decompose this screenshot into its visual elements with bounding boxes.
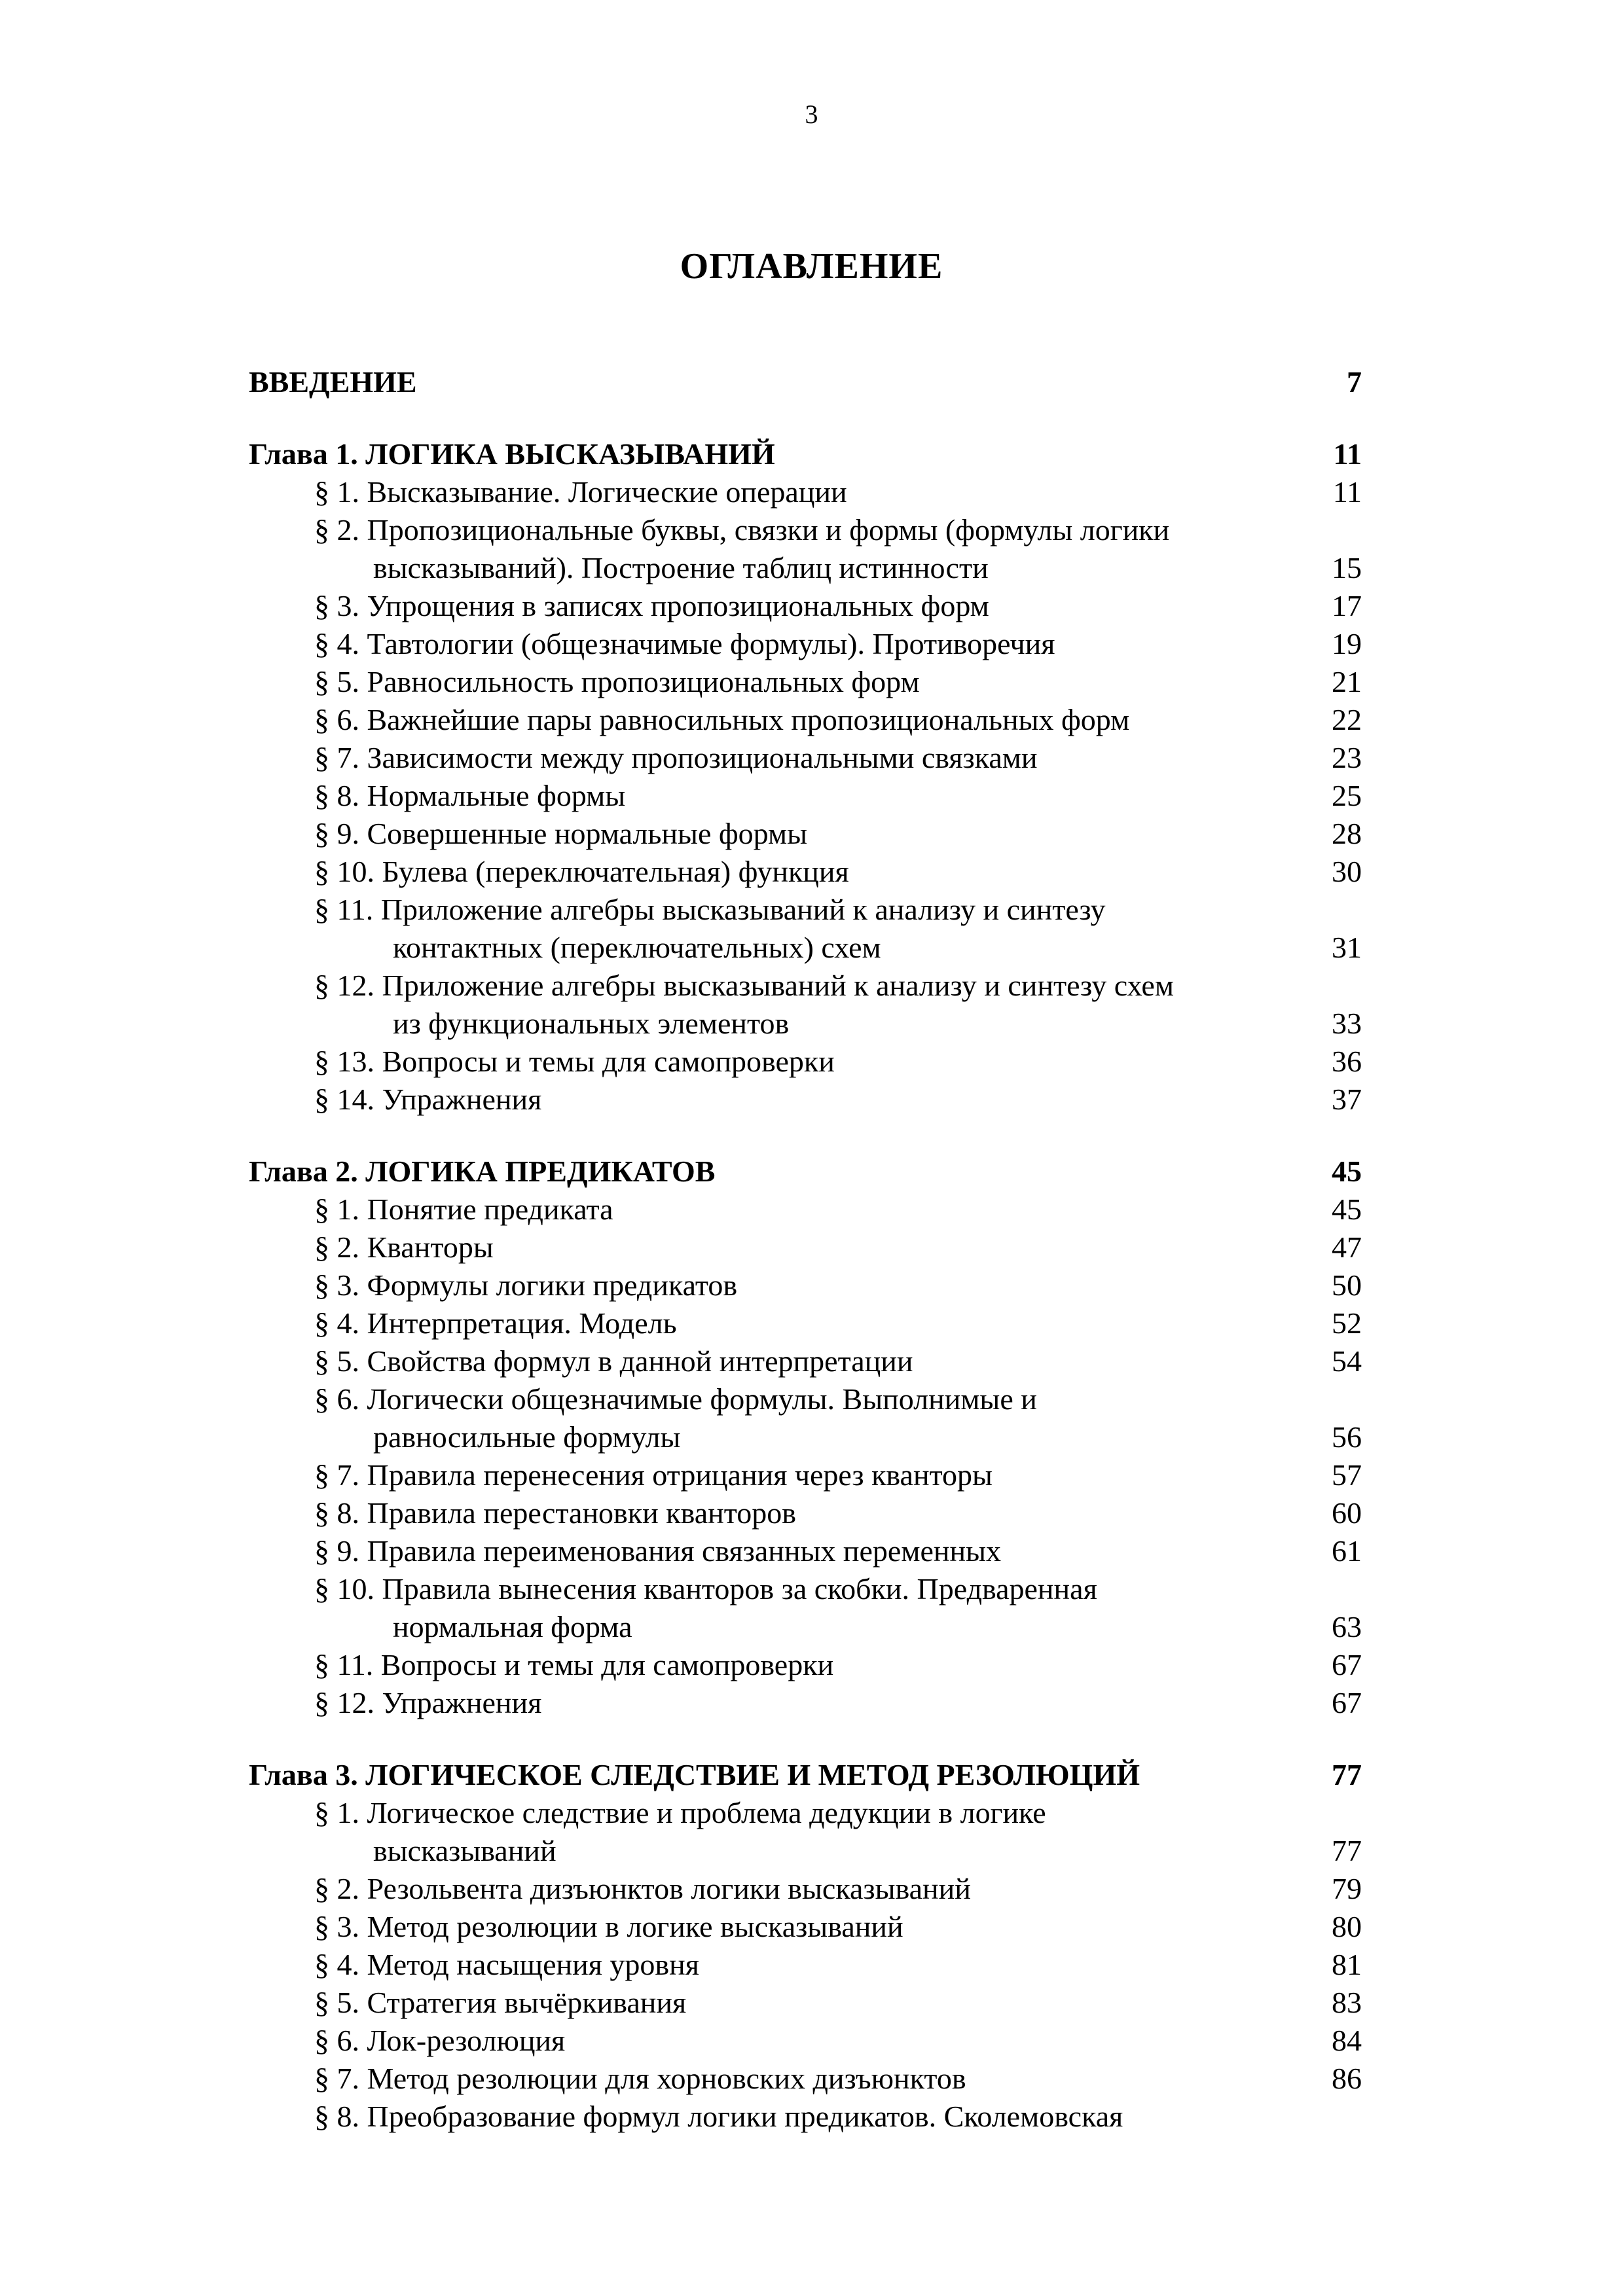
toc-section-page: 47 <box>1332 1230 1362 1264</box>
toc-section <box>249 2060 1362 2098</box>
toc-section-text: равносильные формулы <box>373 1420 681 1454</box>
toc-section-page: 33 <box>1332 1007 1362 1040</box>
toc-section-text: § 2. Резольвента дизъюнктов логики высказываний <box>314 1872 971 1905</box>
toc-section-text: § 11. Вопросы и темы для самопроверки <box>314 1648 834 1681</box>
toc-section-text: высказываний <box>373 1834 556 1867</box>
toc-section-text: § 6. Лок-резолюция <box>314 2024 566 2057</box>
page-title: ОГЛАВЛЕНИЕ <box>680 246 943 287</box>
toc-section <box>249 1532 1362 1570</box>
toc-section-page: 56 <box>1332 1420 1362 1454</box>
toc-section-text: § 3. Упрощения в записях пропозициональных форм <box>314 589 989 622</box>
toc-section-text: § 12. Упражнения <box>314 1686 542 1719</box>
toc-section <box>249 1191 1362 1229</box>
toc-section-page: 77 <box>1332 1834 1362 1867</box>
toc-section-text: высказываний). Построение таблиц истинности <box>373 551 989 584</box>
toc-section-continuation <box>249 549 1362 587</box>
toc-section <box>249 891 1362 929</box>
toc-section-page: 25 <box>1332 779 1362 812</box>
toc-section <box>249 1304 1362 1342</box>
toc-chapter-title: Глава 1. ЛОГИКА ВЫСКАЗЫВАНИЙ <box>249 437 775 471</box>
toc-section <box>249 701 1362 739</box>
toc-section-text: § 4. Тавтологии (общезначимые формулы). Противоречия <box>314 627 1055 660</box>
toc-section <box>249 1794 1362 1832</box>
toc-section-text: § 1. Понятие предиката <box>314 1193 613 1226</box>
toc-chapter-title: Глава 3. ЛОГИЧЕСКОЕ СЛЕДСТВИЕ И МЕТОД РЕЗОЛЮЦИЙ <box>249 1758 1140 1791</box>
toc-section-page: 52 <box>1332 1306 1362 1340</box>
toc-entry-title: ВВЕДЕНИЕ <box>249 365 417 399</box>
toc-section-page: 28 <box>1332 817 1362 850</box>
toc-section-continuation <box>249 929 1362 967</box>
toc-section <box>249 1456 1362 1494</box>
toc-section <box>249 1984 1362 2022</box>
toc-section-page: 67 <box>1332 1648 1362 1681</box>
toc-section <box>249 511 1362 549</box>
toc-section <box>249 1570 1362 1608</box>
toc-section-page: 79 <box>1332 1872 1362 1905</box>
toc-section <box>249 777 1362 815</box>
toc-chapters <box>249 435 1362 2136</box>
toc-chapter-title: Глава 2. ЛОГИКА ПРЕДИКАТОВ <box>249 1155 716 1188</box>
toc-chapter-page: 11 <box>1333 437 1362 471</box>
page-number: 3 <box>805 99 818 129</box>
toc-section <box>249 663 1362 701</box>
toc-section <box>249 1946 1362 1984</box>
toc-section-text: § 2. Пропозициональные буквы, связки и формы (формулы логики <box>314 513 1170 547</box>
toc-section <box>249 1494 1362 1532</box>
toc-section-text: § 7. Правила перенесения отрицания через кванторы <box>314 1458 993 1492</box>
toc-section-page: 19 <box>1332 627 1362 660</box>
toc-section-page: 50 <box>1332 1268 1362 1302</box>
toc-section-page: 63 <box>1332 1610 1362 1643</box>
toc-section-text: § 7. Метод резолюции для хорновских дизъюнктов <box>314 2062 966 2095</box>
toc-introduction <box>249 363 1362 401</box>
toc-section-text: § 9. Правила переименования связанных переменных <box>314 1534 1002 1568</box>
toc-page-number: 7 <box>1347 365 1362 399</box>
toc-section-text: § 10. Булева (переключательная) функция <box>314 855 849 888</box>
toc-chapter-page: 45 <box>1332 1155 1362 1188</box>
toc-section-page: 31 <box>1332 931 1362 964</box>
toc-section-text: § 11. Приложение алгебры высказываний к анализу и синтезу <box>314 893 1106 926</box>
toc-section-page: 45 <box>1332 1193 1362 1226</box>
toc-section-text: § 10. Правила вынесения кванторов за скобки. Предваренная <box>314 1572 1097 1605</box>
toc-section-page: 84 <box>1332 2024 1362 2057</box>
toc-section-text: § 8. Преобразование формул логики предикатов. Сколемовская <box>314 2100 1123 2133</box>
toc-section-text: § 6. Логически общезначимые формулы. Выполнимые и <box>314 1382 1037 1416</box>
toc-section-text: нормальная форма <box>393 1610 632 1643</box>
toc-section <box>249 1908 1362 1946</box>
toc-section-text: § 3. Метод резолюции в логике высказываний <box>314 1910 903 1943</box>
toc-chapter <box>249 1153 1362 1191</box>
toc-section-page: 67 <box>1332 1686 1362 1719</box>
table-of-contents <box>249 363 1362 2136</box>
toc-section <box>249 1266 1362 1304</box>
toc-section <box>249 587 1362 625</box>
toc-section-text: § 8. Правила перестановки кванторов <box>314 1496 796 1530</box>
toc-section-page: 15 <box>1332 551 1362 584</box>
toc-section-text: § 7. Зависимости между пропозициональными связками <box>314 741 1038 774</box>
toc-section-page: 30 <box>1332 855 1362 888</box>
toc-section-page: 80 <box>1332 1910 1362 1943</box>
toc-section-page: 61 <box>1332 1534 1362 1568</box>
toc-section-page: 21 <box>1332 665 1362 698</box>
toc-section-page: 23 <box>1332 741 1362 774</box>
toc-section-page: 83 <box>1332 1986 1362 2019</box>
toc-section <box>249 2022 1362 2060</box>
toc-section-text: § 12. Приложение алгебры высказываний к анализу и синтезу схем <box>314 969 1174 1002</box>
toc-section-page: 17 <box>1332 589 1362 622</box>
toc-section-text: § 1. Высказывание. Логические операции <box>314 475 847 509</box>
toc-section-page: 11 <box>1332 475 1362 509</box>
toc-chapter <box>249 435 1362 473</box>
toc-section-text: § 13. Вопросы и темы для самопроверки <box>314 1045 835 1078</box>
toc-section-text: § 9. Совершенные нормальные формы <box>314 817 807 850</box>
toc-section <box>249 853 1362 891</box>
toc-section <box>249 1870 1362 1908</box>
toc-section <box>249 1043 1362 1081</box>
toc-section-text: § 4. Интерпретация. Модель <box>314 1306 677 1340</box>
toc-section-text: контактных (переключательных) схем <box>393 931 881 964</box>
toc-section-continuation <box>249 1005 1362 1043</box>
toc-section-page: 54 <box>1332 1344 1362 1378</box>
toc-chapter <box>249 1756 1362 1794</box>
toc-section <box>249 625 1362 663</box>
toc-section-continuation <box>249 1608 1362 1646</box>
toc-section <box>249 473 1362 511</box>
toc-section-text: из функциональных элементов <box>393 1007 790 1040</box>
toc-section-page: 81 <box>1332 1948 1362 1981</box>
toc-section-text: § 2. Кванторы <box>314 1230 494 1264</box>
toc-section-text: § 3. Формулы логики предикатов <box>314 1268 738 1302</box>
toc-section-text: § 4. Метод насыщения уровня <box>314 1948 699 1981</box>
toc-section <box>249 1684 1362 1722</box>
toc-section-page: 37 <box>1332 1083 1362 1116</box>
toc-section-text: § 5. Стратегия вычёркивания <box>314 1986 687 2019</box>
toc-section-continuation <box>249 1418 1362 1456</box>
toc-section-page: 57 <box>1332 1458 1362 1492</box>
toc-section-text: § 5. Равносильность пропозициональных форм <box>314 665 920 698</box>
toc-section-text: § 1. Логическое следствие и проблема дедукции в логике <box>314 1796 1046 1829</box>
toc-section-page: 86 <box>1332 2062 1362 2095</box>
toc-section <box>249 1380 1362 1418</box>
toc-section-continuation <box>249 1832 1362 1870</box>
toc-section <box>249 1081 1362 1119</box>
toc-section <box>249 2098 1362 2136</box>
toc-section <box>249 1342 1362 1380</box>
toc-section <box>249 739 1362 777</box>
toc-section-page: 22 <box>1332 703 1362 736</box>
toc-section-text: § 5. Свойства формул в данной интерпретации <box>314 1344 913 1378</box>
toc-section <box>249 815 1362 853</box>
toc-section-text: § 14. Упражнения <box>314 1083 542 1116</box>
toc-section-page: 60 <box>1332 1496 1362 1530</box>
toc-section <box>249 1229 1362 1266</box>
toc-section-text: § 6. Важнейшие пары равносильных пропозициональных форм <box>314 703 1130 736</box>
toc-section-text: § 8. Нормальные формы <box>314 779 626 812</box>
toc-section-page: 36 <box>1332 1045 1362 1078</box>
toc-section <box>249 1646 1362 1684</box>
toc-chapter-page: 77 <box>1332 1758 1362 1791</box>
toc-section <box>249 967 1362 1005</box>
